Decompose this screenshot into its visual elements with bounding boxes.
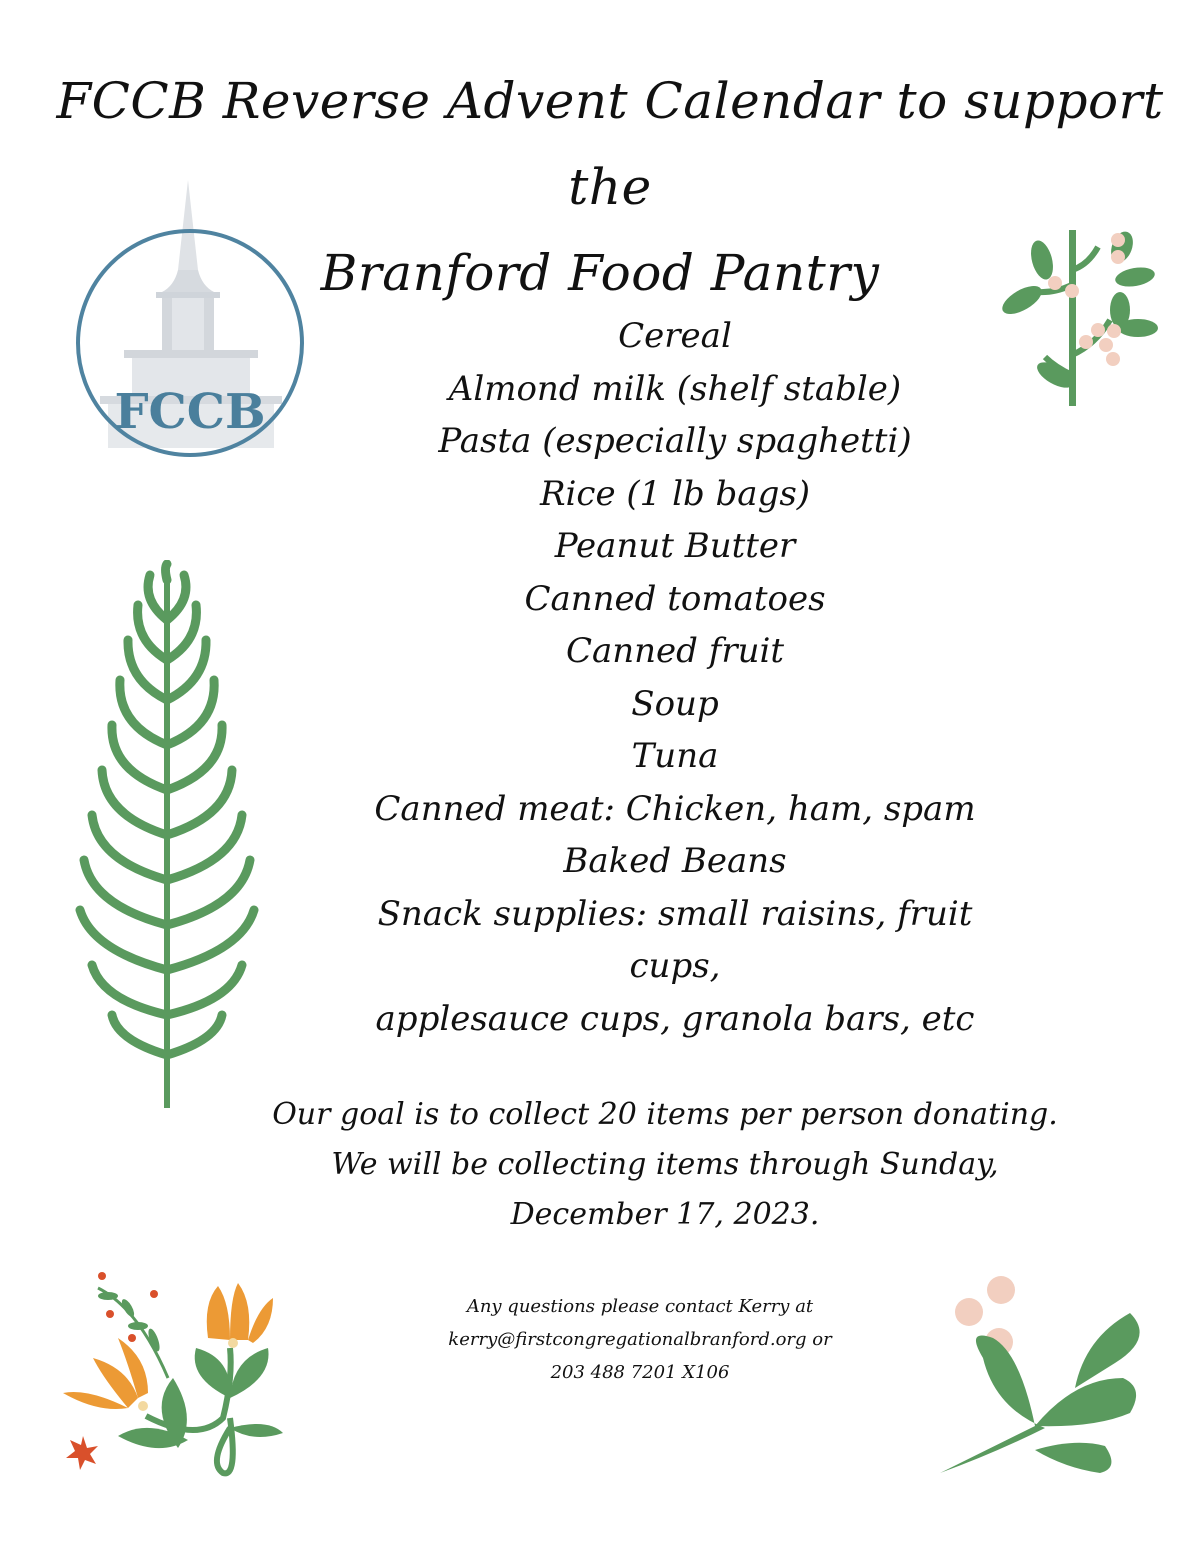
list-item: Snack supplies: small raisins, fruit cups, — [377, 893, 973, 986]
list-item: Cereal — [618, 316, 732, 356]
list-item: Soup — [631, 683, 719, 724]
goal-line-1: Our goal is to collect 20 items per person donating. — [272, 1097, 1058, 1132]
title-line-2: Branford Food Pantry — [320, 244, 880, 302]
contact-phone: 203 488 7201 X106 — [550, 1362, 730, 1383]
contact-info — [400, 1290, 880, 1389]
goal-line-3: December 17, 2023. — [510, 1197, 820, 1232]
orange-flowers-icon — [58, 1268, 283, 1483]
list-item: Rice (1 lb bags) — [539, 473, 811, 514]
goal-statement — [270, 1090, 1060, 1240]
contact-email: kerry@firstcongregationalbranford.org or — [448, 1329, 832, 1350]
list-item: Pasta (especially spaghetti) — [438, 421, 912, 461]
list-item: Canned meat: Chicken, ham, spam — [374, 788, 976, 829]
title-line-1: FCCB Reverse Advent Calendar to support the — [56, 72, 1164, 216]
goal-line-2: We will be collecting items through Sunday, — [331, 1147, 999, 1182]
donation-items-list — [330, 310, 1020, 1045]
list-item: Peanut Butter — [554, 526, 796, 566]
list-item: Canned tomatoes — [524, 578, 826, 619]
list-item: Almond milk (shelf stable) — [448, 368, 902, 409]
mistletoe-branch-icon — [1000, 225, 1165, 410]
fccb-logo — [70, 178, 310, 463]
logo-text: FCCB — [114, 384, 266, 440]
list-item: Canned fruit — [565, 631, 785, 671]
rosemary-sprig-icon — [72, 560, 262, 1110]
list-item: applesauce cups, granola bars, etc — [375, 998, 975, 1039]
list-item: Tuna — [631, 736, 719, 776]
list-item: Baked Beans — [563, 841, 787, 881]
contact-line-1: Any questions please contact Kerry at — [466, 1296, 814, 1317]
green-leaves-berries-icon — [935, 1268, 1145, 1478]
